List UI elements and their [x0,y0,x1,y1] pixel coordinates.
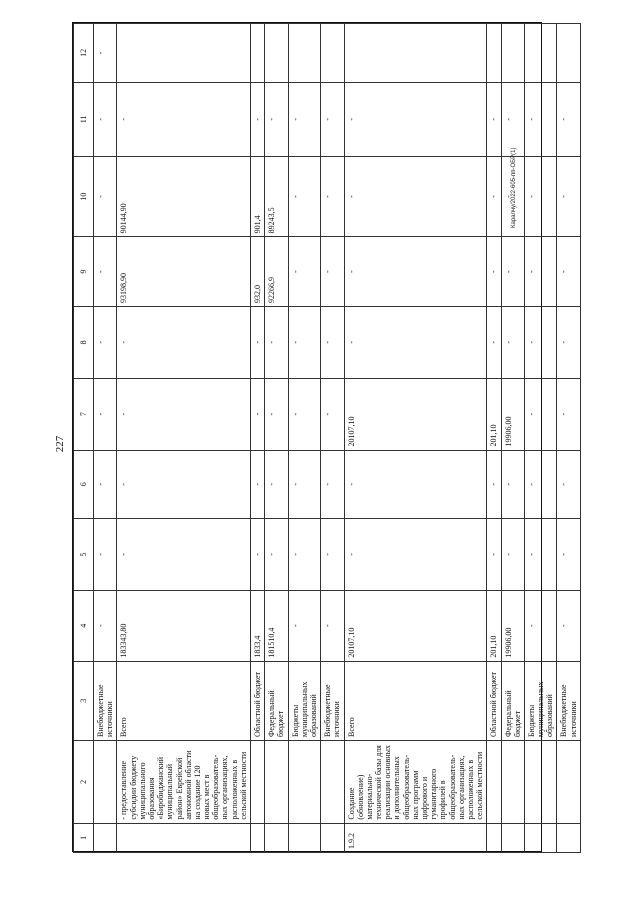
table-cell: - [524,590,557,661]
table-cell: 19906,00 [501,378,524,450]
table-row [321,24,344,853]
table-cell: - [344,519,487,591]
table-cell [524,740,557,823]
table-cell: - [288,450,321,519]
table-cell: - [251,519,265,591]
table-cell: - [487,82,501,156]
table-cell: - [321,82,344,156]
table-cell [251,823,265,852]
table-cell: - [251,306,265,378]
table-cell: - [288,82,321,156]
table-cell: - [524,156,557,237]
table-cell: - [288,519,321,591]
column-header: 3 [74,661,94,740]
column-header: 11 [74,82,94,156]
budget-table [73,23,581,853]
table-cell: - [557,450,580,519]
table-cell: 93198,90 [117,237,251,307]
table-cell: - [265,450,288,519]
table-cell [265,740,288,823]
table-cell: 1.9.2 [344,823,487,852]
table-cell: 201,10 [487,378,501,450]
table-cell: - [524,82,557,156]
rotated-table-content [73,23,578,853]
table-cell: - [524,378,557,450]
table-cell: - [251,450,265,519]
table-cell: Всего [117,661,251,740]
table-cell [251,24,265,83]
table-cell: Внебюджетные источники [94,661,117,740]
table-cell: - [94,519,117,591]
table-cell: - [501,450,524,519]
table-cell: 181510,4 [265,590,288,661]
table-cell: 89243,5 [265,156,288,237]
table-cell: - [321,237,344,307]
table-cell [501,823,524,852]
table-cell: - [288,156,321,237]
column-header: 5 [74,519,94,591]
table-cell: - [557,590,580,661]
table-row [251,24,265,853]
table-cell: - [501,306,524,378]
column-header: 2 [74,740,94,823]
table-row [487,24,501,853]
table-cell: - [344,306,487,378]
table-cell: - [117,378,251,450]
table-cell: - [94,590,117,661]
table-cell: - [524,450,557,519]
table-row [117,24,251,853]
table-cell: - [501,519,524,591]
table-cell [265,823,288,852]
table-cell: Областной бюджет [251,661,265,740]
table-cell: Бюджеты муниципальных образований [288,661,321,740]
table-cell: - [557,237,580,307]
table-cell: - [487,156,501,237]
table-row [501,24,524,853]
table-cell: - [117,450,251,519]
column-header: 7 [74,378,94,450]
table-cell [288,740,321,823]
table-cell: - [288,237,321,307]
table-cell: - [94,82,117,156]
table-cell: 20107,10 [344,590,487,661]
column-header: 12 [74,24,94,83]
table-cell: - [321,450,344,519]
table-cell [501,24,524,83]
table-cell: - [94,450,117,519]
column-header: 4 [74,590,94,661]
table-cell: - [487,237,501,307]
table-cell [117,24,251,83]
table-cell: - [501,82,524,156]
table-cell [487,823,501,852]
table-header-row [74,24,94,853]
table-cell: - [321,378,344,450]
rotated-table-frame [72,22,578,852]
table-cell [321,823,344,852]
table-cell: 183343,80 [117,590,251,661]
table-cell [321,24,344,83]
table-cell: - [265,306,288,378]
table-cell: - [321,156,344,237]
table-cell: 20107,10 [344,378,487,450]
table-cell: - [94,156,117,237]
table-cell [557,740,580,823]
column-header: 9 [74,237,94,307]
table-cell: - [321,590,344,661]
column-header: 6 [74,450,94,519]
table-cell: - предоставление субсидии бюджету муниципального образования «Биробиджанский муниципальный район» Еврейской автономной области на создание 120 новых мест в общеобразователь-ных организациях, расположенных в сельской местности [117,740,251,823]
table-cell [557,823,580,852]
table-cell: 901,4 [251,156,265,237]
table-row [94,24,117,853]
table-cell: 932,0 [251,237,265,307]
table-cell: - [94,306,117,378]
table-cell [344,24,487,83]
table-cell: - [344,450,487,519]
table-cell: Внебюджетные источники [321,661,344,740]
table-cell [288,823,321,852]
table-cell: - [117,306,251,378]
table-cell: Внебюджетные источники [557,661,580,740]
table-cell: - [557,156,580,237]
table-cell: - [265,519,288,591]
table-cell: - [117,82,251,156]
table-cell: - [524,519,557,591]
table-cell: - [344,156,487,237]
table-cell [251,740,265,823]
table-cell: Бюджеты муниципальных образований [524,661,557,740]
table-cell: 201,10 [487,590,501,661]
table-cell: - [487,306,501,378]
table-cell [487,740,501,823]
table-cell [265,24,288,83]
table-cell: - [321,519,344,591]
table-cell [487,24,501,83]
column-header: 10 [74,156,94,237]
table-cell: 92266,9 [265,237,288,307]
table-cell: Создание (обновление) материально-технической базы для реализации основных и дополнительных общеобразователь-ных программ цифрового и гуманитарного профилей в общеобразователь-ных организациях, расположенных в сельской местности [344,740,487,823]
table-cell: - [557,82,580,156]
table-cell: 1833,4 [251,590,265,661]
table-cell [524,24,557,83]
table-cell: - [94,24,117,83]
table-cell: - [251,82,265,156]
table-cell [557,24,580,83]
table-row [524,24,557,853]
table-cell: - [251,378,265,450]
table-cell [524,823,557,852]
table-cell: - [94,237,117,307]
table-cell: - [501,237,524,307]
table-row [344,24,487,853]
table-cell: Всего [344,661,487,740]
page-number: 227 [54,435,66,453]
table-cell: - [288,306,321,378]
table-cell: - [487,519,501,591]
table-cell [288,24,321,83]
table-cell [321,740,344,823]
table-cell: Областной бюджет [487,661,501,740]
table-cell: - [524,237,557,307]
table-cell: - [557,306,580,378]
table-cell: Федеральный бюджет [265,661,288,740]
table-cell: - [265,82,288,156]
table-cell: 19906,00 [501,590,524,661]
table-cell: - [265,378,288,450]
table-cell: - [501,156,524,237]
table-cell [501,740,524,823]
table-cell: - [344,82,487,156]
table-row [557,24,580,853]
table-cell: - [288,378,321,450]
table-body [94,24,581,853]
table-cell: - [524,306,557,378]
table-cell: - [344,237,487,307]
document-side-note: Каралчу/2022-605-пп-ОБР(1) [511,147,517,228]
column-header: 8 [74,306,94,378]
table-row [288,24,321,853]
table-cell: - [117,519,251,591]
table-cell [94,823,117,852]
table-cell: - [288,590,321,661]
column-header: 1 [74,823,94,852]
table-cell [117,823,251,852]
table-cell: - [94,378,117,450]
table-cell [94,740,117,823]
table-row [265,24,288,853]
table-cell: - [321,306,344,378]
table-cell: 90144,90 [117,156,251,237]
table-cell: - [557,519,580,591]
table-cell: - [557,378,580,450]
table-cell: - [487,450,501,519]
table-cell: Федеральный бюджет [501,661,524,740]
